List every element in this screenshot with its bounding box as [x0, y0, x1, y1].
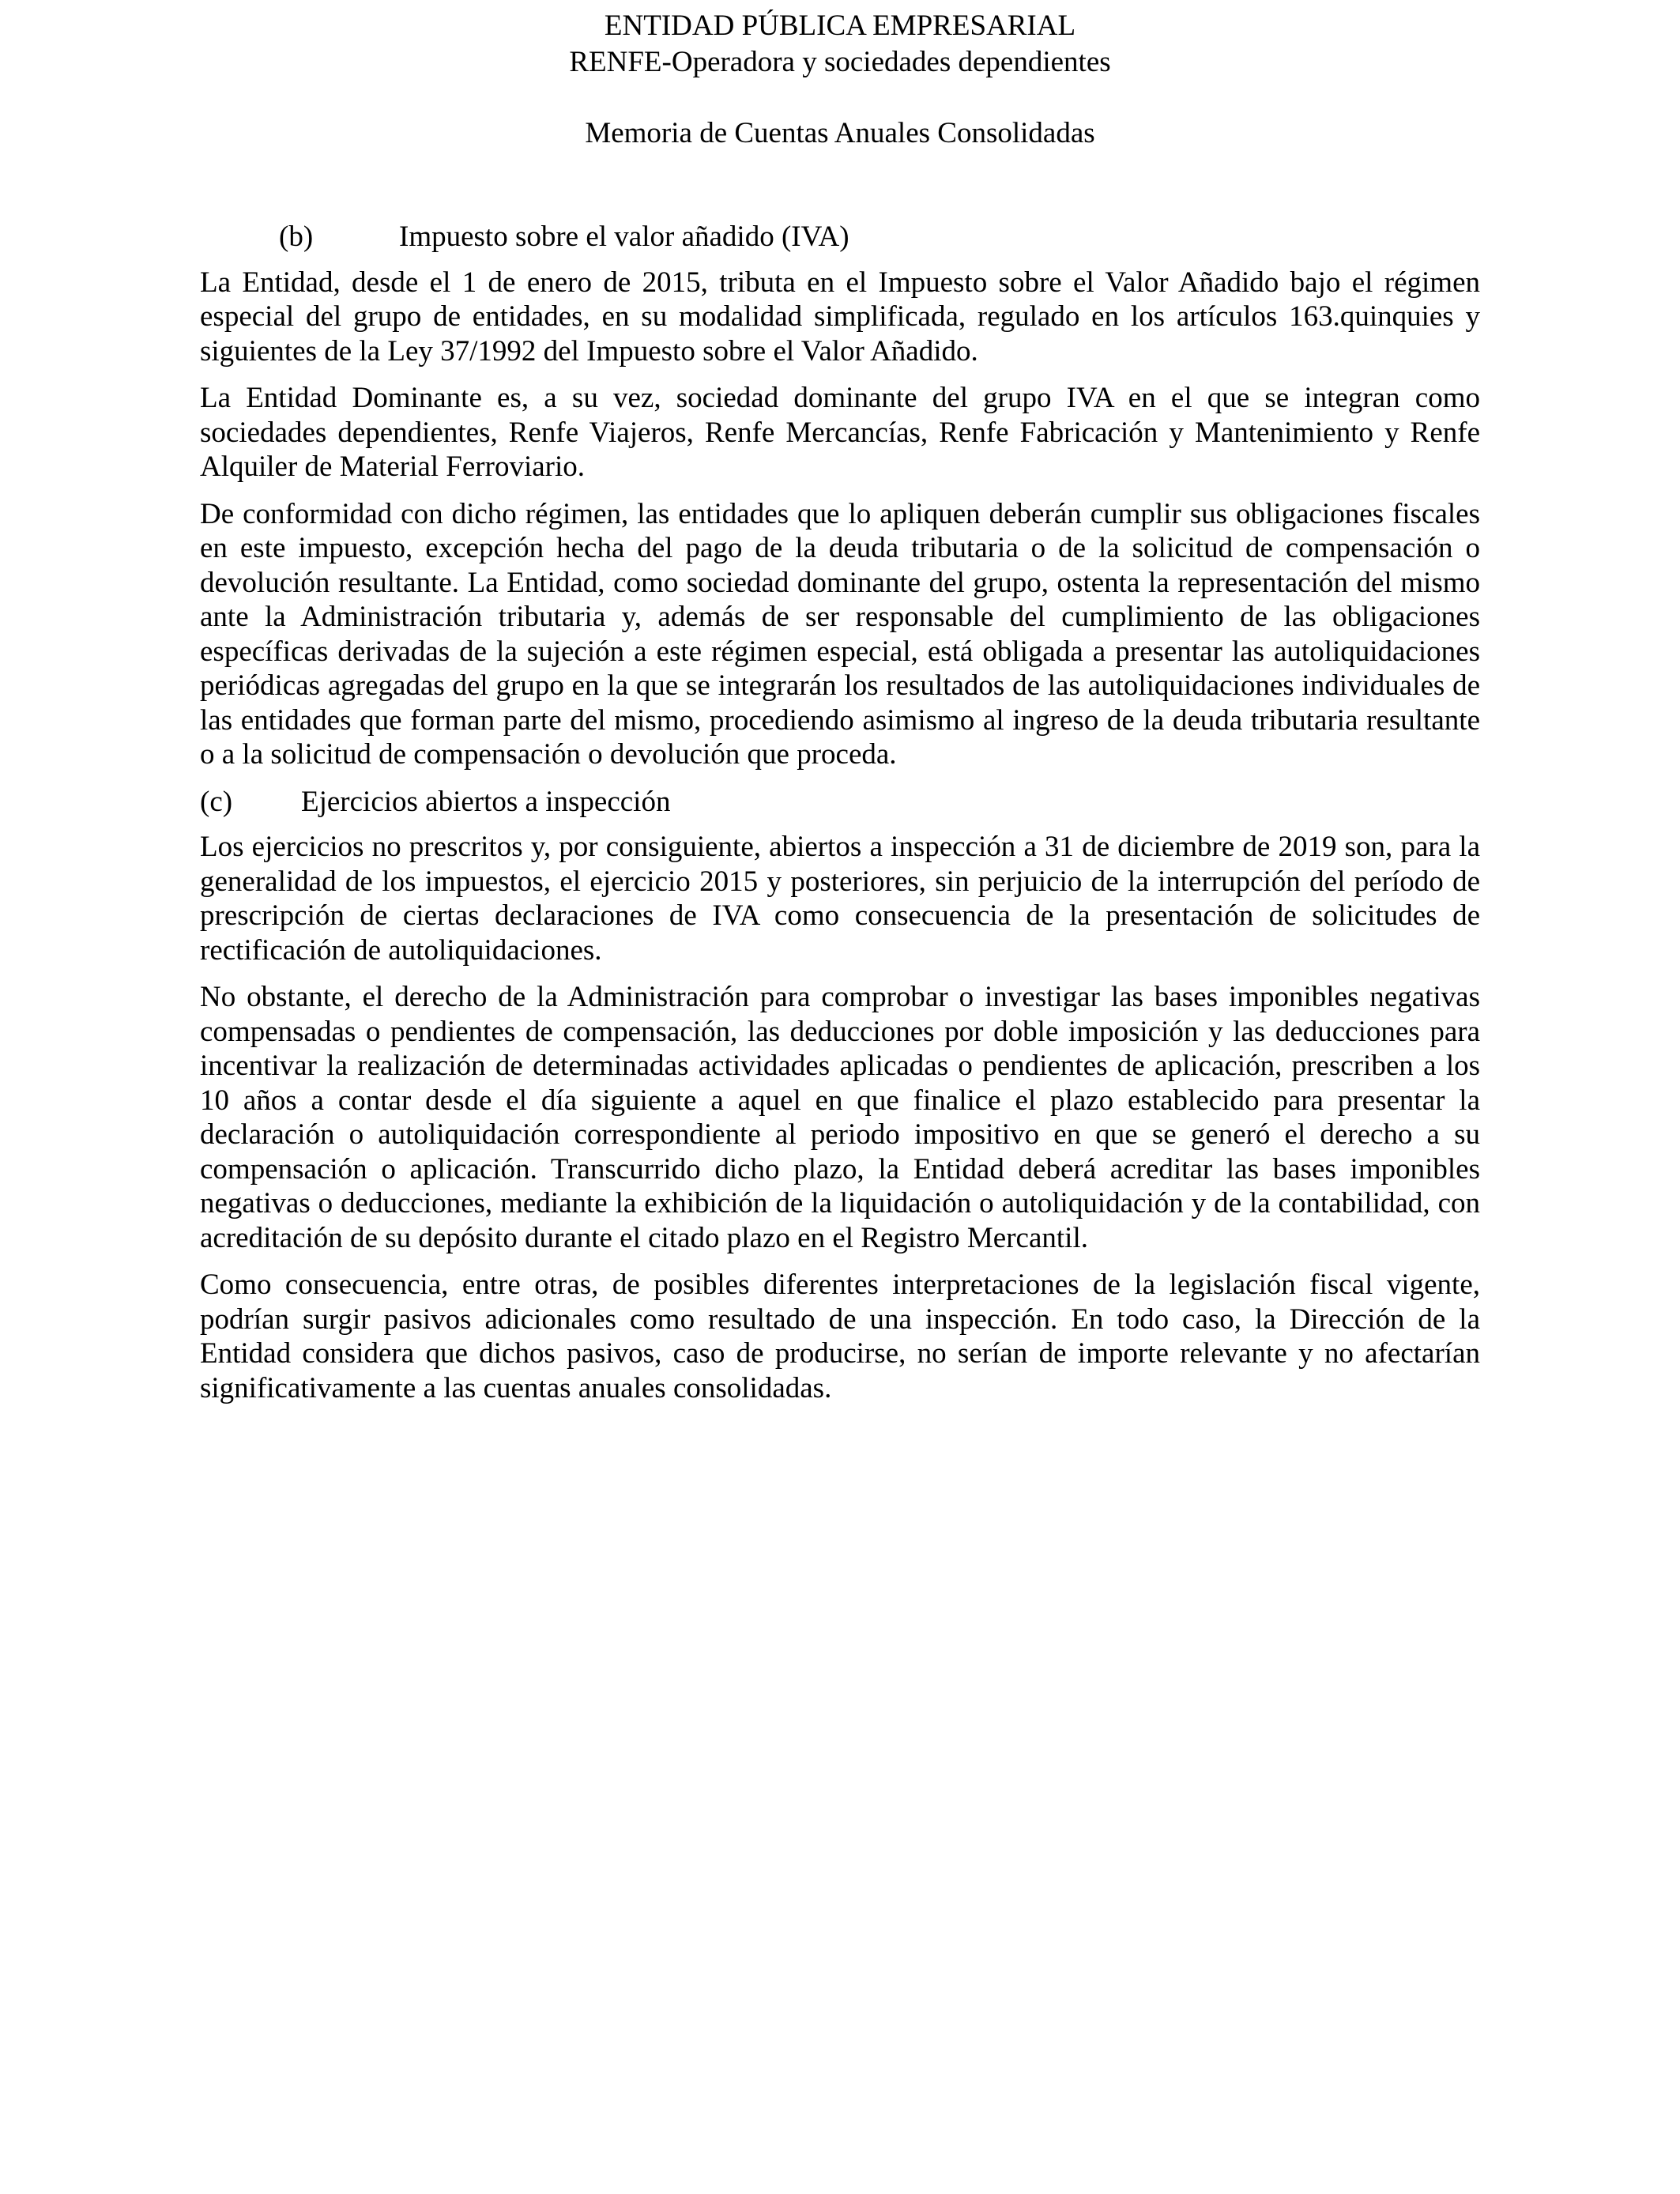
section-heading-c [200, 785, 1480, 820]
paragraph-c-1: Los ejercicios no prescritos y, por consiguiente, abiertos a inspección a 31 de diciembre de 2019 son, para la generalidad de los impuestos, el ejercicio 2015 y posteriores, sin perjuicio de la interrupción del período de prescripción de ciertas declaraciones de IVA como consecuencia de la presentación de solicitudes de rectificación de autoliquidaciones. [200, 831, 1480, 967]
section-heading-b [200, 220, 1480, 254]
document-body [200, 220, 1480, 1418]
entity-type-title: ENTIDAD PÚBLICA EMPRESARIAL [604, 9, 1076, 42]
page-header [0, 8, 1680, 152]
section-marker-c: (c) [200, 785, 233, 818]
paragraph-b-3: De conformidad con dicho régimen, las entidades que lo apliquen deberán cumplir sus obligaciones fiscales en este impuesto, excepción hecha del pago de la deuda tributaria o de la solicitud de compensación o devolución resultante. La Entidad, como sociedad dominante del grupo, ostenta la representación del mismo ante la Administración tributaria y, además de ser responsable del cumplimiento de las obligaciones específicas derivadas de la sujeción a este régimen especial, está obligada a presentar las autoliquidaciones periódicas agregadas del grupo en la que se integrarán los resultados de las autoliquidaciones individuales de las entidades que forman parte del mismo, procediendo asimismo al ingreso de la deuda tributaria resultante o a la solicitud de compensación o devolución que proceda. [200, 497, 1480, 771]
paragraph-c-3: Como consecuencia, entre otras, de posibles diferentes interpretaciones de la legislación fiscal vigente, podrían surgir pasivos adicionales como resultado de una inspección. En todo caso, la Dirección de la Entidad considera que dichos pasivos, caso de producirse, no serían de importe relevante y no afectarían significativamente a las cuentas anuales consolidadas. [200, 1269, 1480, 1404]
section-marker-b: (b) [279, 221, 314, 253]
section-title-b: Impuesto sobre el valor añadido (IVA) [399, 221, 849, 253]
paragraph-b-2: La Entidad Dominante es, a su vez, sociedad dominante del grupo IVA en el que se integran como sociedades dependientes, Renfe Viajeros, Renfe Mercancías, Renfe Fabricación y Mantenimiento y Renfe Alquiler de Material Ferroviario. [200, 382, 1480, 483]
paragraph-b-1: La Entidad, desde el 1 de enero de 2015, tributa en el Impuesto sobre el Valor Añadido bajo el régimen especial del grupo de entidades, en su modalidad simplificada, regulado en los artículos 163.quinquies y siguientes de la Ley 37/1992 del Impuesto sobre el Valor Añadido. [200, 266, 1480, 368]
section-title-c: Ejercicios abiertos a inspección [301, 785, 671, 818]
document-subtitle: Memoria de Cuentas Anuales Consolidadas [585, 117, 1095, 149]
entity-name-title: RENFE-Operadora y sociedades dependientes [569, 46, 1111, 78]
paragraph-c-2: No obstante, el derecho de la Administración para comprobar o investigar las bases imponibles negativas compensadas o pendientes de compensación, las deducciones por doble imposición y las deducciones para incentivar la realización de determinadas actividades aplicadas o pendientes de aplicación, prescriben a los 10 años a contar desde el día siguiente a aquel en que finalice el plazo establecido para presentar la declaración o autoliquidación correspondiente al periodo impositivo en que se generó el derecho a su compensación o aplicación. Transcurrido dicho plazo, la Entidad deberá acreditar las bases imponibles negativas o deducciones, mediante la exhibición de la liquidación o autoliquidación y de la contabilidad, con acreditación de su depósito durante el citado plazo en el Registro Mercantil. [200, 981, 1480, 1254]
